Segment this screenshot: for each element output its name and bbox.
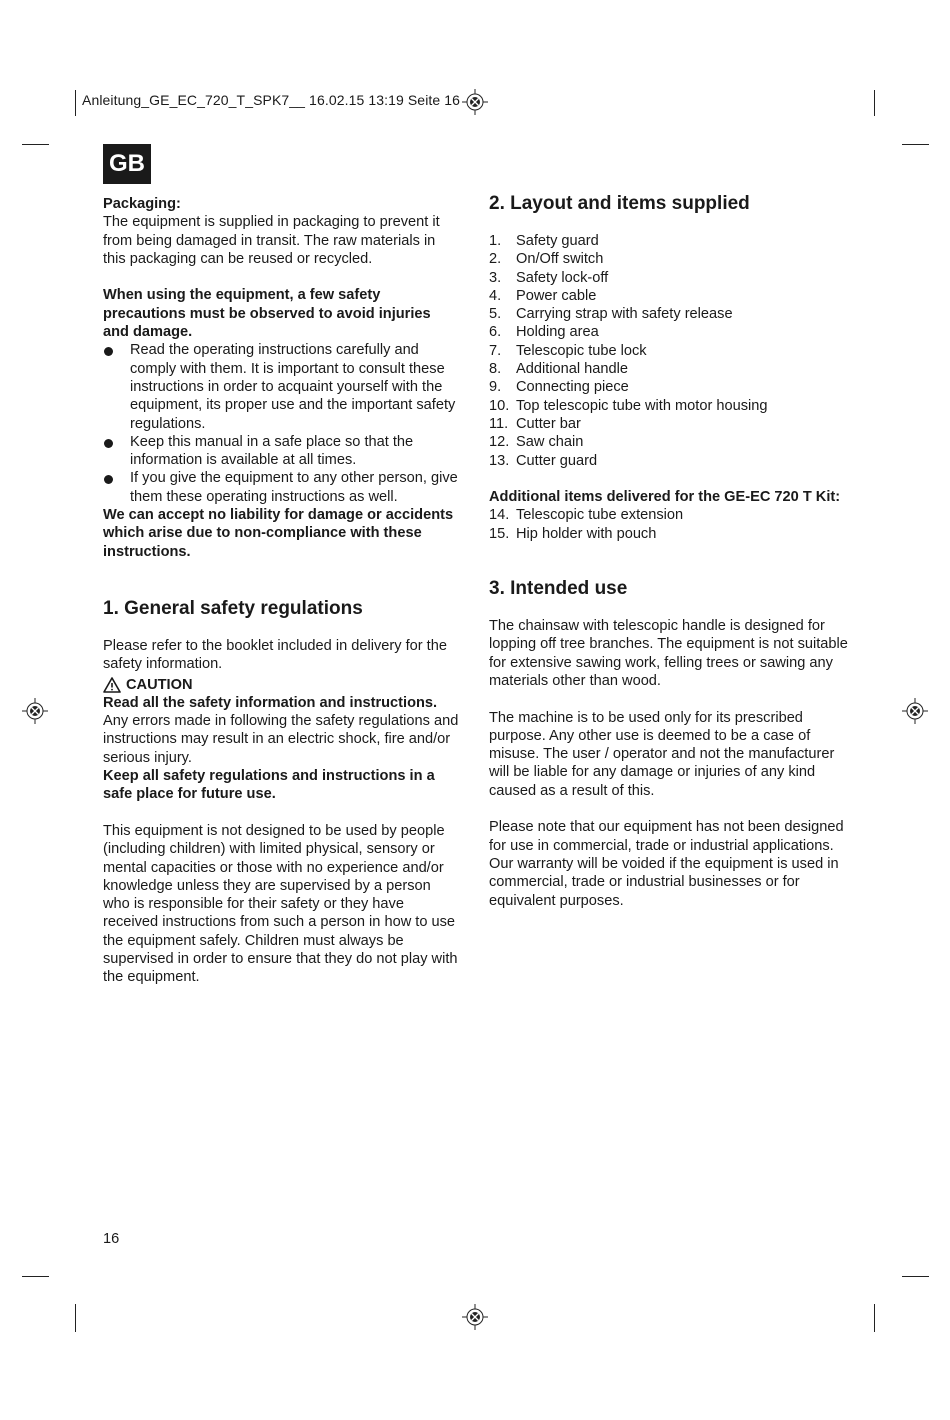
intended-use-p1: The chainsaw with telescopic handle is designed for lopping off tree branches. The equipment is not suitable for extensive sawing work, felling trees or sawing any materials other than wood.: [489, 618, 848, 689]
list-item: 15. Hip holder with pouch: [489, 525, 657, 542]
crop-mark: [874, 90, 875, 116]
crop-mark: [75, 1304, 76, 1332]
crop-mark: [22, 1276, 49, 1277]
list-item: 10. Top telescopic tube with motor housing: [489, 397, 768, 414]
registration-mark-icon: [462, 1304, 488, 1330]
caution-label: [103, 676, 459, 694]
crop-mark: [902, 1276, 929, 1277]
people-text: This equipment is not designed to be used by people (including children) with limited physical, sensory or mental capacities or those with no experience and/or knowledge unless they are supervised by a person who is responsible for their safety or they have received instructions from such a person in how to use the equipment safely. Children must always be supervised in order to ensure that they do not play with the equipment.: [103, 822, 458, 986]
intended-use-p2: The machine is to be used only for its prescribed purpose. Any other use is deemed to be a case of misuse. The user / operator and not the manufacturer will be liable for any damage or injuries of any kind caused as a result of this.: [489, 709, 835, 799]
liability-note: We can accept no liability for damage or accidents which arise due to non-compliance with these instructions.: [103, 507, 454, 560]
list-item: 11. Cutter bar: [489, 415, 581, 432]
right-column: [489, 192, 849, 910]
list-item: 3. Safety lock-off: [489, 269, 609, 286]
list-item: 9. Connecting piece: [489, 379, 629, 396]
list-item: Keep this manual in a safe place so that the information is available at all times.: [103, 433, 459, 470]
kit-items-list: [489, 506, 849, 543]
section-2-title: 2. Layout and items supplied: [489, 193, 750, 214]
registration-mark-icon: [22, 698, 48, 724]
keep-instructions: Keep all safety regulations and instructions in a safe place for future use.: [103, 768, 435, 803]
left-column: [103, 195, 459, 987]
intended-use-p3: Please note that our equipment has not been designed for use in commercial, trade or industrial applications. Our warranty will be voided if the equipment is used in commercial, trade or industrial businesses or for equivalent purposes.: [489, 819, 844, 909]
list-item: 14. Telescopic tube extension: [489, 507, 684, 524]
list-item: 5. Carrying strap with safety release: [489, 306, 733, 323]
list-item: 8. Additional handle: [489, 361, 628, 378]
crop-mark: [902, 144, 929, 145]
list-item: 1. Safety guard: [489, 233, 599, 249]
items-list: [489, 232, 849, 470]
crop-mark: [22, 144, 49, 145]
section-1-intro: Please refer to the booklet included in delivery for the safety information.: [103, 637, 447, 673]
crop-mark: [75, 90, 76, 116]
registration-mark-icon: [462, 89, 488, 115]
list-item: 12. Saw chain: [489, 434, 584, 451]
list-item: If you give the equipment to any other person, give them these operating instructions as well.: [103, 469, 459, 506]
caution-text-label: CAUTION: [126, 676, 193, 693]
list-item: Read the operating instructions carefully and comply with them. It is important to consult these instructions in order to acquaint yourself with the equipment, its proper use and the important safety regulations.: [103, 341, 459, 432]
packaging-heading: Packaging:: [103, 196, 181, 212]
section-3-title: 3. Intended use: [489, 578, 628, 600]
language-tab: GB: [103, 144, 151, 184]
registration-mark-icon: [902, 698, 928, 724]
crop-mark: [874, 1304, 875, 1332]
list-item: 4. Power cable: [489, 287, 597, 304]
print-slug: Anleitung_GE_EC_720_T_SPK7__ 16.02.15 13:19 Seite 16: [82, 92, 461, 108]
caution-bold: Read all the safety information and instructions.: [103, 694, 438, 711]
packaging-text: The equipment is supplied in packaging to prevent it from being damaged in transit. The raw materials in this packaging can be reused or recycled.: [103, 214, 440, 267]
warning-triangle-icon: [103, 677, 121, 693]
kit-heading: Additional items delivered for the GE-EC 720 T Kit:: [489, 489, 841, 506]
section-1-title: 1. General safety regulations: [103, 597, 363, 619]
page-number: 16: [103, 1231, 120, 1247]
caution-text: Any errors made in following the safety regulations and instructions may result in an electric shock, fire and/or serious injury.: [103, 713, 459, 766]
list-item: 7. Telescopic tube lock: [489, 342, 647, 359]
list-item: 2. On/Off switch: [489, 251, 604, 268]
precautions-list: [103, 341, 459, 506]
precautions-heading: When using the equipment, a few safety precautions must be observed to avoid injuries and damage.: [103, 287, 431, 341]
list-item: 6. Holding area: [489, 324, 599, 341]
list-item: 13. Cutter guard: [489, 452, 598, 469]
